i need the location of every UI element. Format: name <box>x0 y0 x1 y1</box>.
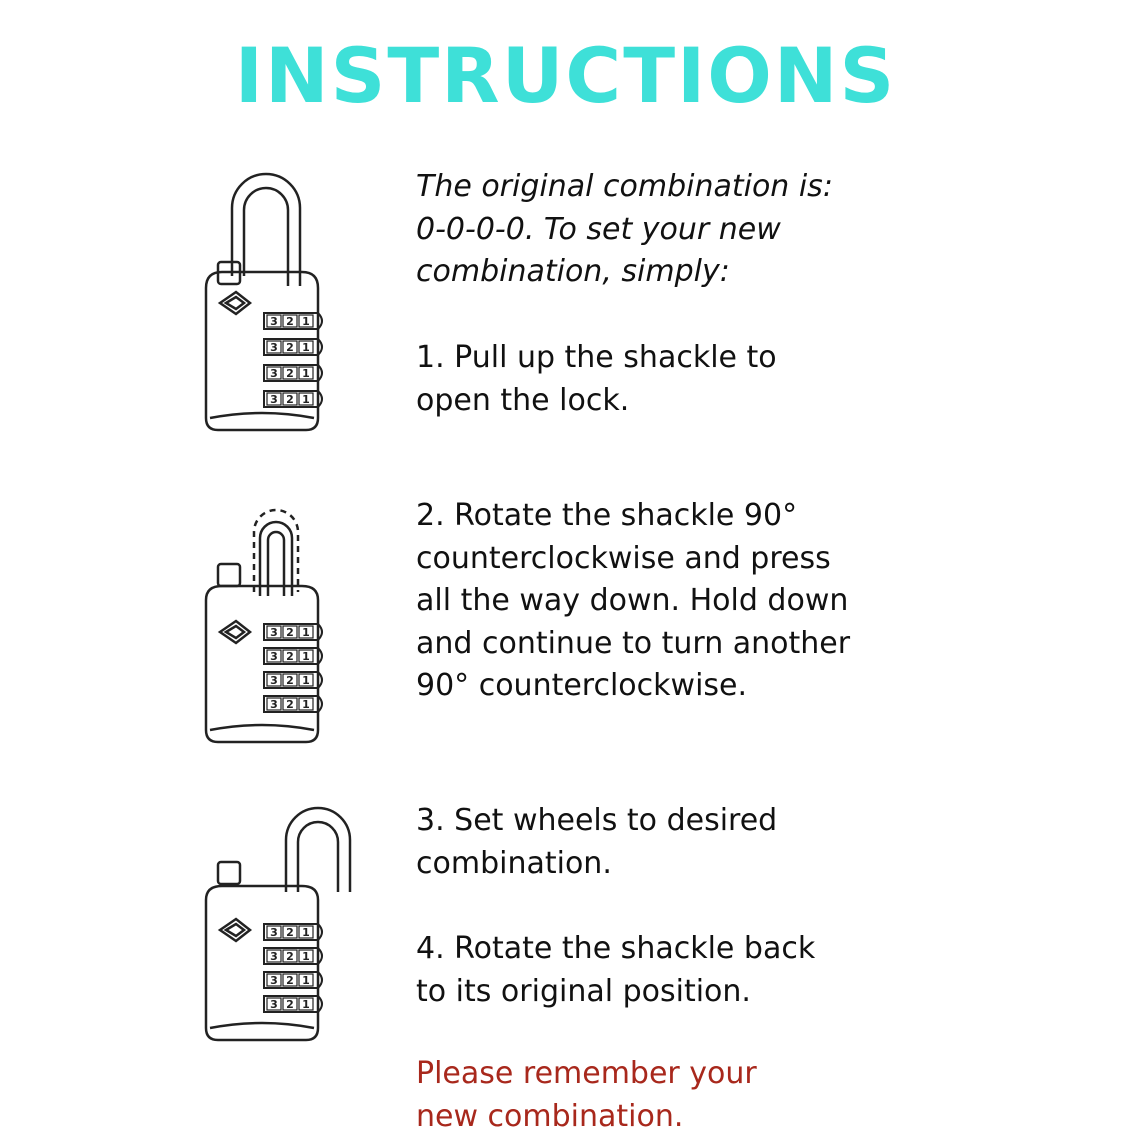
wheel-digit: 2 <box>286 998 294 1011</box>
wheel-digit: 3 <box>270 393 278 406</box>
wheel-digit: 1 <box>302 393 310 406</box>
wheel-digit: 2 <box>286 626 294 639</box>
wheel-digit: 2 <box>286 650 294 663</box>
wheel-digit: 3 <box>270 950 278 963</box>
wheel-digit: 3 <box>270 650 278 663</box>
wheel-digit: 3 <box>270 998 278 1011</box>
wheel-digit: 1 <box>302 315 310 328</box>
padlock-icon <box>198 168 338 438</box>
step-3-text: 3. Set wheels to desired combination. <box>416 803 778 881</box>
wheel-digit: 1 <box>302 998 310 1011</box>
wheel-digit: 1 <box>302 650 310 663</box>
step-4-text: 4. Rotate the shackle back to its original position. <box>416 931 816 1009</box>
wheel-digit: 2 <box>286 926 294 939</box>
padlock-icon <box>198 492 338 752</box>
combination-wheel <box>264 391 322 407</box>
wheel-digit: 2 <box>286 367 294 380</box>
wheel-digit: 2 <box>286 341 294 354</box>
wheel-digit: 3 <box>270 341 278 354</box>
wheel-digit: 1 <box>302 974 310 987</box>
wheel-digit: 3 <box>270 315 278 328</box>
wheel-digit: 3 <box>270 926 278 939</box>
wheel-digit: 3 <box>270 674 278 687</box>
combination-wheel <box>264 365 322 381</box>
combination-wheel <box>264 339 322 355</box>
wheel-digit: 1 <box>302 698 310 711</box>
wheel-digit: 1 <box>302 926 310 939</box>
wheel-digit: 2 <box>286 393 294 406</box>
wheel-digit: 1 <box>302 367 310 380</box>
wheel-digit: 2 <box>286 674 294 687</box>
instructions-title: INSTRUCTIONS <box>234 31 897 120</box>
wheel-digit: 2 <box>286 950 294 963</box>
wheel-digit: 2 <box>286 698 294 711</box>
combination-wheel <box>264 672 322 688</box>
wheel-digit: 3 <box>270 626 278 639</box>
combination-wheel <box>264 924 322 940</box>
combination-wheel <box>264 624 322 640</box>
lock-shackle-turned <box>198 800 338 1045</box>
combination-wheel <box>264 696 322 712</box>
wheel-digit: 1 <box>302 341 310 354</box>
combination-wheel <box>264 972 322 988</box>
padlock-icon <box>198 800 368 1045</box>
wheel-digit: 2 <box>286 315 294 328</box>
wheel-digit: 3 <box>270 698 278 711</box>
wheel-digit: 1 <box>302 626 310 639</box>
lock-shackle-rotated <box>198 492 338 752</box>
wheel-digit: 1 <box>302 674 310 687</box>
reminder-text: Please remember your new combination. <box>416 1056 757 1134</box>
wheel-digit: 3 <box>270 974 278 987</box>
wheel-digit: 1 <box>302 950 310 963</box>
wheel-digit: 2 <box>286 974 294 987</box>
step-2-text: 2. Rotate the shackle 90° counterclockwise and press all the way down. Hold down and continue to turn another 90° counterclockwise. <box>416 498 851 703</box>
step-1-text: 1. Pull up the shackle to open the lock. <box>416 340 777 418</box>
intro-text: The original combination is: 0-0-0-0. To set your new combination, simply: <box>416 169 833 289</box>
combination-wheel <box>264 948 322 964</box>
lock-open-shackle-up <box>198 168 338 438</box>
combination-wheel <box>264 313 322 329</box>
combination-wheel <box>264 996 322 1012</box>
wheel-digit: 3 <box>270 367 278 380</box>
combination-wheel <box>264 648 322 664</box>
